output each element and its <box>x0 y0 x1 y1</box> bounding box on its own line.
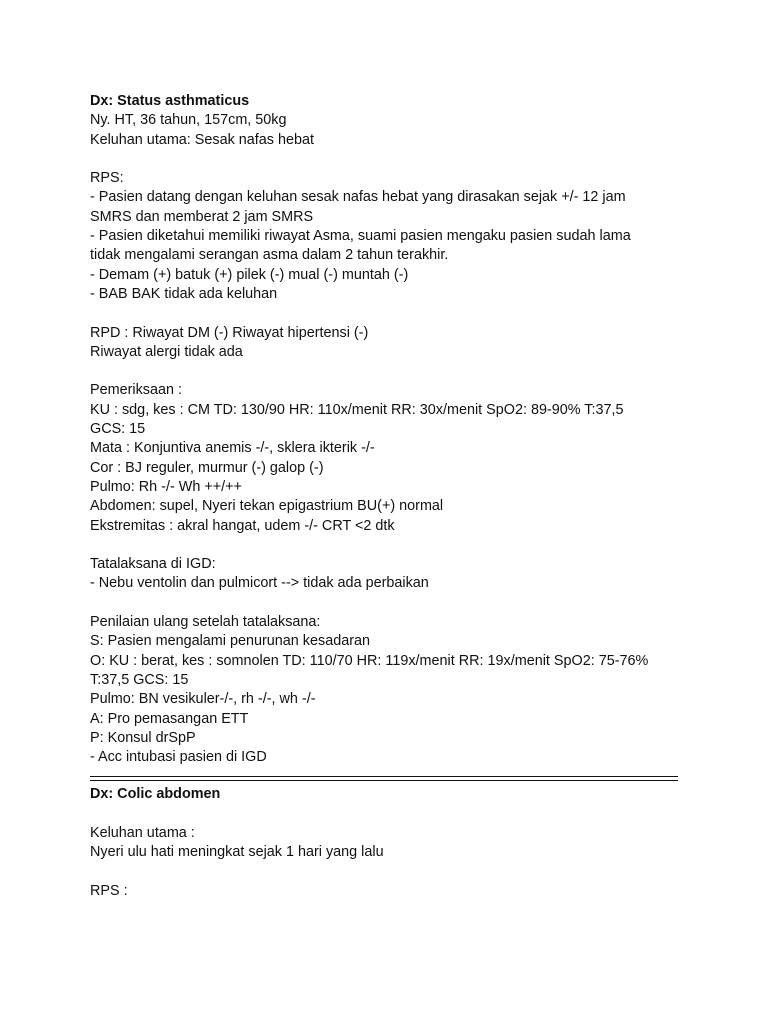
case1-reassess-line: T:37,5 GCS: 15 <box>90 671 189 688</box>
case1-rpd-line: Riwayat alergi tidak ada <box>90 343 243 360</box>
case1-reassess-line: O: KU : berat, kes : somnolen TD: 110/70 HR: 119x/menit RR: 19x/menit SpO2: 75-76% <box>90 652 649 669</box>
case1-title: Dx: Status asthmaticus <box>90 93 250 109</box>
case1-reassess-line: S: Pasien mengalami penurunan kesadaran <box>90 633 370 650</box>
case1-chief-complaint: Keluhan utama: Sesak nafas hebat <box>90 131 315 148</box>
case2-rps-label: RPS : <box>90 882 128 899</box>
case1-igd-label: Tatalaksana di IGD: <box>90 556 216 573</box>
case1-igd-line: - Nebu ventolin dan pulmicort --> tidak ada perbaikan <box>90 575 429 592</box>
case2-chief-complaint: Nyeri ulu hati meningkat sejak 1 hari yang lalu <box>90 844 384 861</box>
spacer <box>90 805 690 824</box>
spacer <box>90 536 690 555</box>
case1-exam-line: Cor : BJ reguler, murmur (-) galop (-) <box>90 459 324 476</box>
case1-rps-line: - Pasien diketahui memiliki riwayat Asma, suami pasien mengaku pasien sudah lama <box>90 228 631 245</box>
case1-exam-line: Pulmo: Rh -/- Wh ++/++ <box>90 478 242 495</box>
case2-chief-complaint-label: Keluhan utama : <box>90 824 195 841</box>
case1-rpd-line: RPD : Riwayat DM (-) Riwayat hipertensi (-) <box>90 324 369 341</box>
case1-identity: Ny. HT, 36 tahun, 157cm, 50kg <box>90 112 287 129</box>
case1-reassess-line: P: Konsul drSpP <box>90 729 196 746</box>
case1-rps-line: - BAB BAK tidak ada keluhan <box>90 285 278 302</box>
case1-reassess-line: A: Pro pemasangan ETT <box>90 710 249 727</box>
case1-rps-line: tidak mengalami serangan asma dalam 2 tahun terakhir. <box>90 247 449 264</box>
case1-reassess-line: Pulmo: BN vesikuler-/-, rh -/-, wh -/- <box>90 691 316 708</box>
spacer <box>90 362 690 381</box>
case1-exam-line: Abdomen: supel, Nyeri tekan epigastrium BU(+) normal <box>90 498 444 515</box>
case1-reassess-line: - Acc intubasi pasien di IGD <box>90 749 267 766</box>
case1-exam-line: Ekstremitas : akral hangat, udem -/- CRT <2 dtk <box>90 517 395 534</box>
case1-rps-line: SMRS dan memberat 2 jam SMRS <box>90 208 314 225</box>
spacer <box>90 150 690 169</box>
case1-exam-line: Mata : Konjuntiva anemis -/-, sklera ikterik -/- <box>90 440 375 457</box>
case1-rps-line: - Demam (+) batuk (+) pilek (-) mual (-) muntah (-) <box>90 266 409 283</box>
case1-exam-line: GCS: 15 <box>90 421 146 438</box>
document-page <box>90 92 690 901</box>
case2-title: Dx: Colic abdomen <box>90 786 221 803</box>
case1-exam-line: KU : sdg, kes : CM TD: 130/90 HR: 110x/menit RR: 30x/menit SpO2: 89-90% T:37,5 <box>90 401 624 418</box>
case1-exam-label: Pemeriksaan : <box>90 382 182 399</box>
section-divider <box>90 776 678 781</box>
spacer <box>90 304 690 323</box>
spacer <box>90 594 690 613</box>
case1-reassess-label: Penilaian ulang setelah tatalaksana: <box>90 614 321 631</box>
case1-rps-line: - Pasien datang dengan keluhan sesak nafas hebat yang dirasakan sejak +/- 12 jam <box>90 189 626 206</box>
case1-rps-label: RPS: <box>90 170 124 187</box>
spacer <box>90 863 690 882</box>
